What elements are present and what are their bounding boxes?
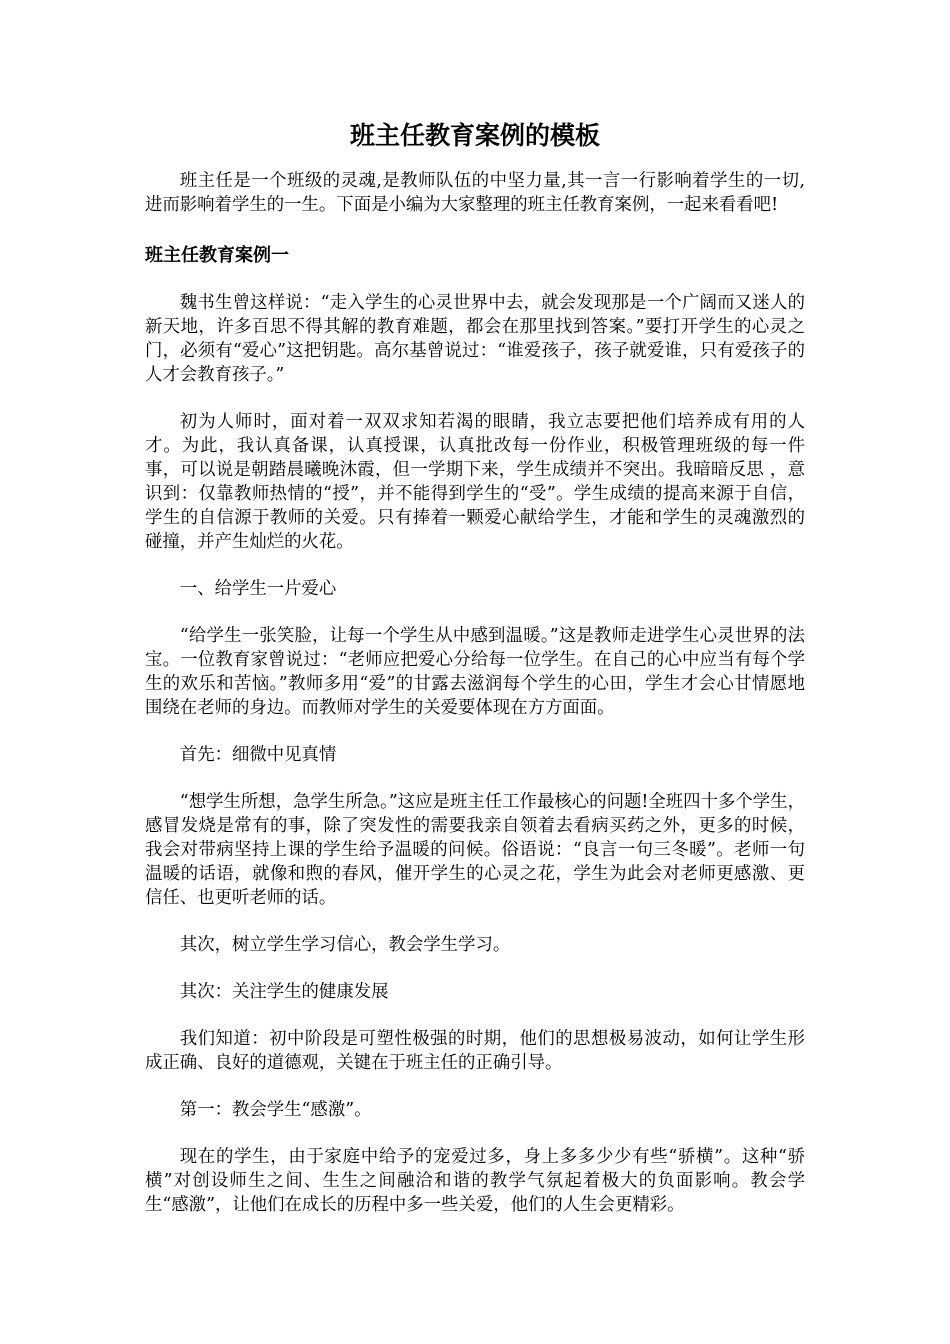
subheading-paragraph: 第一：教会学生“感激”。 bbox=[179, 1100, 372, 1120]
body-paragraph: 魏书生曾这样说：“走入学生的心灵世界中去，就会发现那是一个广阔而又迷人的新天地，许多百思不得其解的教育难题，都会在那里找到答案。”要打开学生的心灵之门，必须有“爱心”这把钥匙。高尔基曾说过：“谁爱孩子，孩子就爱谁，只有爱孩子的人才会教育孩子。” bbox=[145, 293, 805, 385]
document-page bbox=[145, 0, 805, 1217]
intro-paragraph: 班主任是一个班级的灵魂,是教师队伍的中坚力量,其一言一行影响着学生的一切,进而影响着学生的一生。下面是小编为大家整理的班主任教育案例，一起来看看吧! bbox=[145, 171, 805, 215]
subheading-paragraph: 其次，树立学生学习信心，教会学生学习。 bbox=[179, 935, 511, 955]
body-paragraph: 我们知道：初中阶段是可塑性极强的时期，他们的思想极易波动，如何让学生形成正确、良好的道德观，关键在于班主任的正确引导。 bbox=[145, 1029, 805, 1073]
subheading-paragraph: 一、给学生一片爱心 bbox=[179, 579, 337, 599]
subheading-paragraph: 首先：细微中见真情 bbox=[179, 745, 337, 765]
document-title: 班主任教育案例的模板 bbox=[349, 121, 600, 150]
body-paragraph: 初为人师时，面对着一双双求知若渴的眼睛，我立志要把他们培养成有用的人才。为此，我认真备课，认真授课，认真批改每一份作业，积极管理班级的每一件事，可以说是朝踏晨曦晚沐霞，但一学期下来，学生成绩并不突出。我暗暗反思 ，意识到：仅靠教师热情的“授”，并不能得到学生的“受”。学生成绩的提高来源于自信，学生的自信源于教师的关爱。只有捧着一颗爱心献给学生，才能和学生的灵魂激烈的碰撞，并产生灿烂的火花。 bbox=[145, 412, 805, 552]
subheading-paragraph: 其次：关注学生的健康发展 bbox=[179, 982, 389, 1002]
section-heading: 班主任教育案例一 bbox=[145, 245, 289, 266]
body-paragraph: 现在的学生，由于家庭中给予的宠爱过多，身上多多少少有些“骄横”。这种“骄横”对创设师生之间、生生之间融洽和谐的教学气氛起着极大的负面影响。教会学生“感激”，让他们在成长的历程中多一些关爱，他们的人生会更精彩。 bbox=[145, 1147, 805, 1215]
body-paragraph: “想学生所想，急学生所急。”这应是班主任工作最核心的问题!全班四十多个学生，感冒发烧是常有的事，除了突发性的需要我亲自领着去看病买药之外，更多的时候，我会对带病坚持上课的学生给予温暖的问候。俗语说：“良言一句三冬暖”。老师一句温暖的话语，就像和煦的春风，催开学生的心灵之花，学生为此会对老师更感激、更信任、也更听老师的话。 bbox=[145, 792, 805, 908]
body-paragraph: “给学生一张笑脸，让每一个学生从中感到温暖。”这是教师走进学生心灵世界的法宝。一位教育家曾说过：“老师应把爱心分给每一位学生。在自己的心中应当有每个学生的欢乐和苦恼。”教师多用“爱”的甘露去滋润每个学生的心田，学生才会心甘情愿地围绕在老师的身边。而教师对学生的关爱要体现在方方面面。 bbox=[145, 626, 805, 718]
